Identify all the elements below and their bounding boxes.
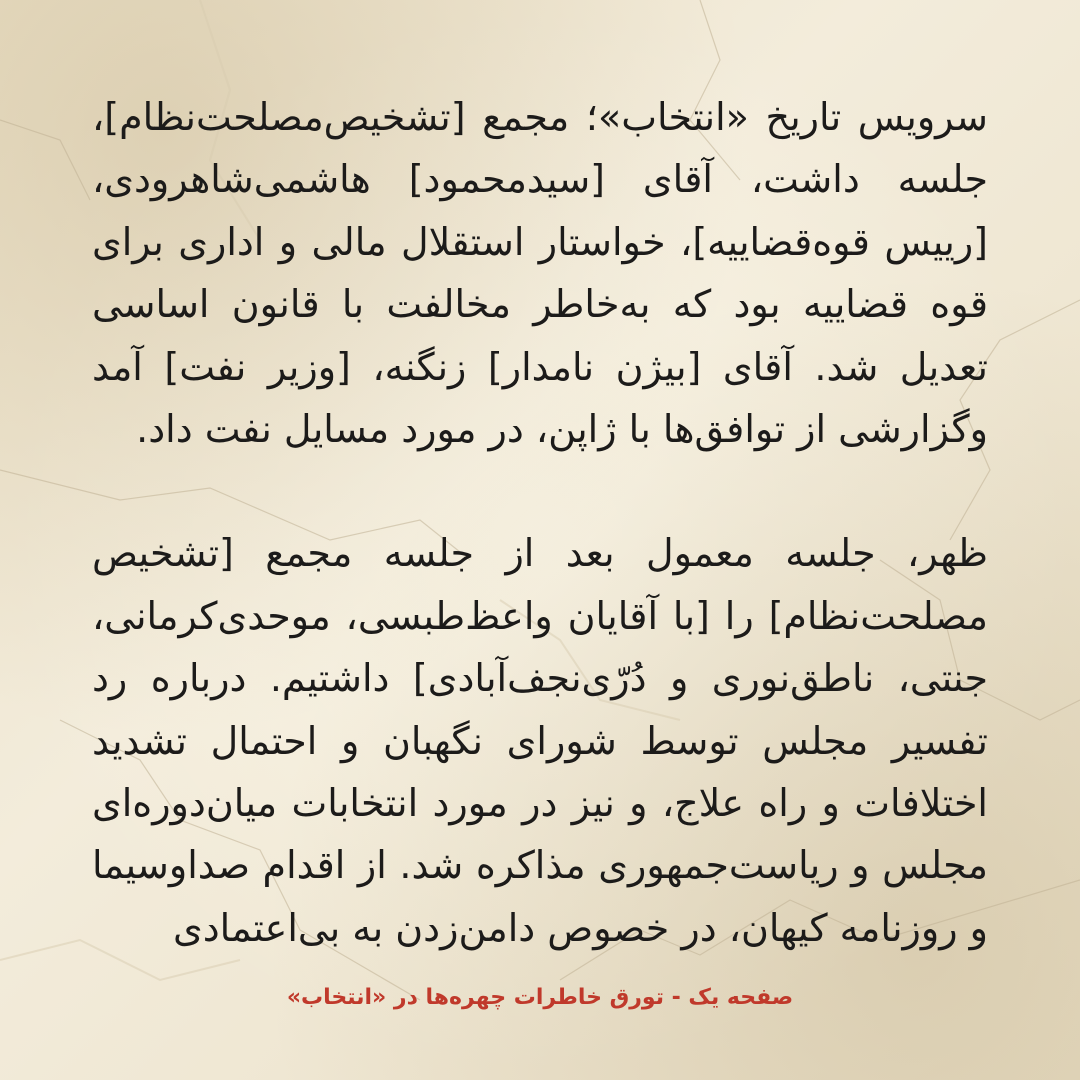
memoir-text (92, 86, 988, 959)
paragraph-2: ظهر، جلسه معمول بعد از جلسه مجمع [تشخیص مصلحت‌نظام] را [با آقایان واعظ‌طبسی، موحدی‌کرمانی، جنتی، ناطق‌نوری و دُرّی‌نجف‌آبادی] داشتیم. درباره رد تفسیر مجلس توسط شورای نگهبان و احتمال تشدید اختلافات و راه علاج، و نیز در مورد انتخابات میان‌دوره‌ای مجلس و ریاست‌جمهوری مذاکره شد. از اقدام صداوسیما و روزنامه کیهان، در خصوص دامن‌زدن به بی‌اعتمادی (92, 531, 988, 950)
paragraph-1: سرویس تاریخ «انتخاب»؛ مجمع [تشخیص‌مصلحت‌نظام]، جلسه داشت، آقای [سیدمحمود] هاشمی‌شاهرودی، [رییس قوه‌قضاییه]، خواستار استقلال مالی و اداری برای قوه قضاییه بود که به‌خاطر مخالفت با قانون اساسی تعدیل شد. آقای [بیژن نامدار] زنگنه، [وزیر نفت] آمد وگزارشی از توافق‌ها با ژاپن، در مورد مسایل نفت داد. (92, 95, 988, 452)
footer-caption: صفحه یک - تورق خاطرات چهره‌ها در «انتخاب» (286, 985, 794, 1010)
